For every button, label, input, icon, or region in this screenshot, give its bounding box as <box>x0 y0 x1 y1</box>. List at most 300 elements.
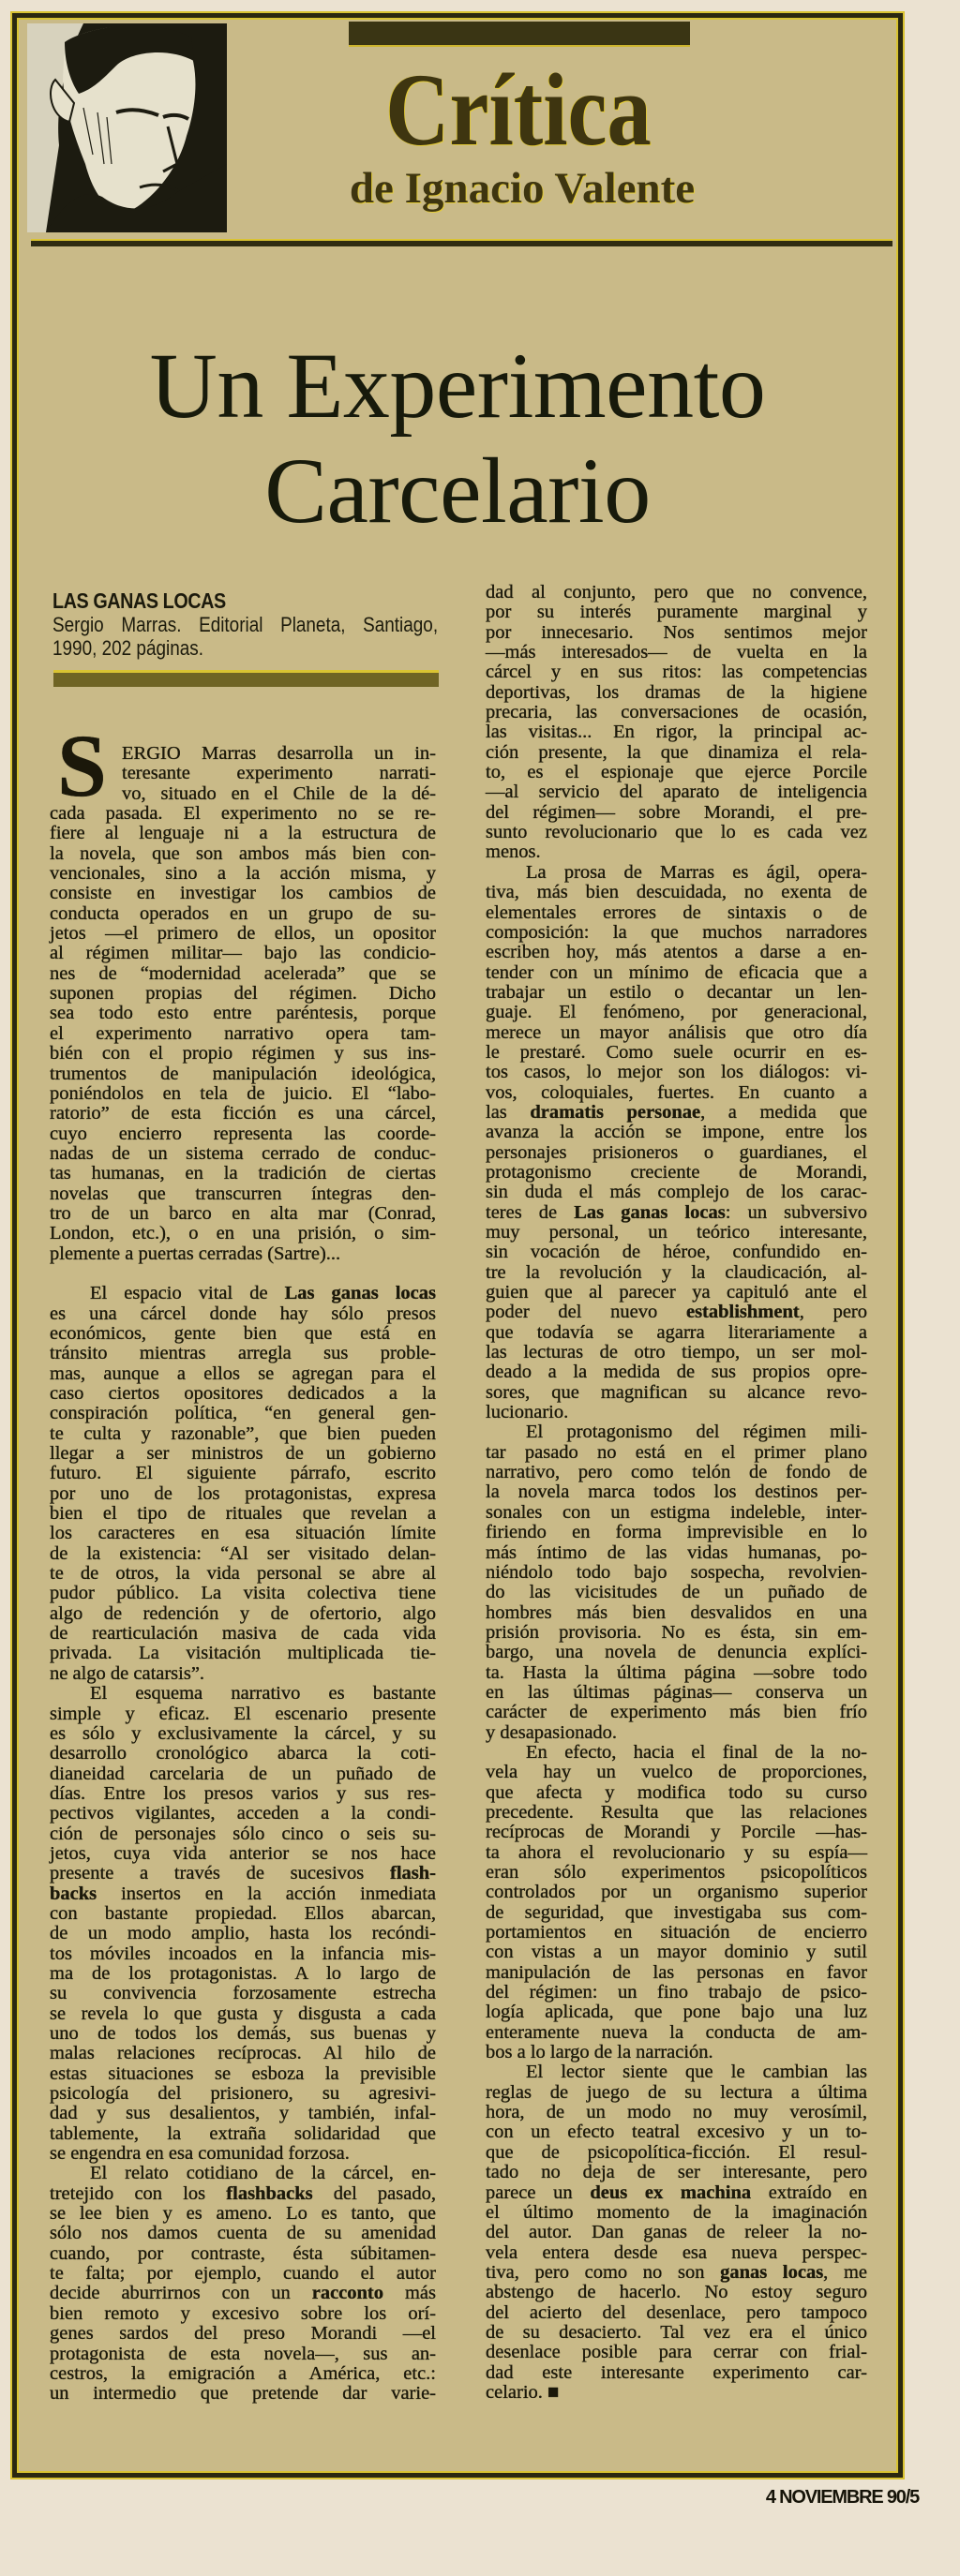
line-text: bien remoto y excesivo sobre los orí- <box>50 2302 436 2324</box>
text-line <box>486 1463 867 1482</box>
text-line <box>486 1083 867 1103</box>
line-text: tiva, más bien descuidada, no exenta de <box>486 882 867 903</box>
line-text: cada pasada. El experimento no se re- <box>50 803 436 825</box>
book-details-line: Sergio Marras. Editorial Planeta, Santiago, <box>52 613 439 636</box>
line-text: merece un mayor análisis que otro día <box>486 1021 867 1043</box>
text-line <box>486 1243 867 1262</box>
line-text: con vistas a un mayor dominio y sutil <box>486 1942 867 1963</box>
line-text: sólo nos damos cuenta de su amenidad <box>50 2223 436 2244</box>
article-paragraph <box>486 1422 867 1743</box>
line-text: el último momento de la imaginación <box>486 2201 867 2223</box>
line-text: enteramente nueva la conducta de am- <box>486 2021 867 2043</box>
book-details-line: 1990, 202 páginas. <box>52 636 203 660</box>
line-text: tre la revolución y la claudicación, al- <box>486 1261 867 1283</box>
text-line <box>50 2284 436 2303</box>
text-line <box>50 1864 436 1884</box>
line-text: , a medida que <box>700 1101 867 1123</box>
line-text: la novela, que son ambos más bien con- <box>50 842 436 864</box>
line-text: consiste en investigar los cambios de <box>50 883 436 904</box>
line-text: de un modo amplio, hasta los recóndi- <box>50 1923 436 1944</box>
article-paragraph <box>50 716 436 1264</box>
line-text: to, es el espionaje que ejerce Porcile <box>486 762 867 783</box>
line-text: tos móviles incoados en la infancia mis- <box>50 1943 436 1964</box>
text-line <box>486 1663 867 1683</box>
text-line <box>486 1603 867 1623</box>
line-text: guaje. El fenómeno, por generacional, <box>486 1002 867 1023</box>
emphasis-text: flashbacks <box>226 2182 313 2204</box>
line-text: nes de “modernidad acelerada” que se <box>50 962 436 984</box>
text-line <box>486 683 867 703</box>
text-line <box>50 1705 436 1724</box>
line-text: trumentos de manipulación ideológica, <box>50 1063 436 1084</box>
text-line <box>486 883 867 902</box>
line-text: se lee bien y es ameno. Lo es tanto, que <box>50 2203 436 2225</box>
line-text: : un subversivo <box>725 1201 867 1223</box>
text-line <box>486 1643 867 1662</box>
line-text: portamientos en situación de encierro <box>486 1922 867 1943</box>
text-line <box>486 1443 867 1463</box>
text-line <box>486 782 867 802</box>
line-text: cuyo encierro representa las coorde- <box>50 1123 436 1144</box>
text-line <box>50 864 436 884</box>
text-line <box>486 1043 867 1063</box>
line-text: El lector siente que le cambian las <box>526 2062 867 2083</box>
text-line <box>486 2062 867 2082</box>
line-text: insertos en la acción inmediata <box>97 1883 436 1904</box>
line-text: bargo, una novela de denuncia explíci- <box>486 1642 867 1663</box>
line-text: dad este interesante experimento car- <box>486 2361 867 2383</box>
line-text: logía aplicada, que pone bajo una luz <box>486 2002 867 2023</box>
text-line <box>50 2024 436 2044</box>
line-text: tar pasado no está en el primer plano <box>486 1441 867 1463</box>
line-text: los caracteres en esa situación límite <box>50 1523 436 1544</box>
article-column-left <box>50 716 436 2405</box>
text-line <box>486 1303 867 1322</box>
line-text: más íntimo de las vidas humanas, po- <box>486 1541 867 1563</box>
line-text: reglas de juego de su lectura a última <box>486 2081 867 2103</box>
text-line <box>486 1103 867 1123</box>
text-line <box>486 603 867 622</box>
text-line <box>486 1803 867 1823</box>
line-text: por su interés puramente marginal y <box>486 602 867 623</box>
line-text: trabajar un estilo o decantar un len- <box>486 981 867 1003</box>
text-line <box>50 1024 436 1044</box>
line-text: desarrollo cronológico abarca la coti- <box>50 1743 436 1764</box>
line-text: te culta y razonable”, que bien pueden <box>50 1422 436 1444</box>
line-text: ma de los protagonistas. A lo largo de <box>50 1962 436 1984</box>
emphasis-text: dramatis personae <box>530 1101 701 1123</box>
text-line <box>486 2103 867 2122</box>
line-text: su convivencia forzosamente estrecha <box>50 1983 436 2004</box>
text-line <box>486 1422 867 1442</box>
line-text: —al servicio del aparato de inteligencia <box>486 782 867 803</box>
line-text: conspiración política, “en general gen- <box>50 1403 436 1424</box>
line-text: precaria, las conversaciones de ocasión, <box>486 702 867 723</box>
line-text: bién con el propio régimen y sus ins- <box>50 1043 436 1065</box>
text-line <box>486 2343 867 2362</box>
line-text: tado no deja de ser interesante, pero <box>486 2162 867 2183</box>
line-text: de la existencia: “Al ser visitado delan- <box>50 1542 436 1564</box>
book-info <box>52 588 438 660</box>
text-line <box>486 1163 867 1183</box>
line-text: por innecesario. Nos sentimos mejor <box>486 621 867 643</box>
text-line <box>486 1923 867 1943</box>
line-text: presente a través de sucesivos <box>50 1863 391 1884</box>
text-line <box>486 1723 867 1743</box>
line-text: cestros, la emigración a América, etc.: <box>50 2362 436 2384</box>
line-text: bos a lo largo de la narración. <box>486 2042 713 2063</box>
line-text: El relato cotidiano de la cárcel, en- <box>90 2163 436 2184</box>
line-text: dad y sus desalientos, y también, infal- <box>50 2103 436 2124</box>
text-line <box>486 943 867 962</box>
line-text: sin duda el más complejo de los carac- <box>486 1182 867 1203</box>
text-line <box>486 1263 867 1283</box>
line-text: escriben hoy, más atentos a darse a en- <box>486 942 867 963</box>
text-line <box>50 2324 436 2344</box>
article-paragraph <box>486 2062 867 2403</box>
text-line <box>486 1703 867 1722</box>
line-text: del régimen: un fino trabajo de psico- <box>486 1982 867 2003</box>
line-text: prisión provisoria. No es ésta, sin em- <box>486 1621 867 1643</box>
emphasis-text: Las ganas locas <box>284 1283 436 1304</box>
text-line <box>486 583 867 603</box>
text-line <box>50 2064 436 2084</box>
line-text: jetos, cuya vida anterior se nos hace <box>50 1842 436 1864</box>
line-text: se revela lo que gusta y disgusta a cada <box>50 2003 436 2024</box>
text-line <box>486 2243 867 2263</box>
text-line <box>486 2363 867 2383</box>
text-line <box>50 924 436 944</box>
text-line <box>486 2143 867 2163</box>
line-text: El esquema narrativo es bastante <box>90 1683 436 1705</box>
text-line <box>50 1424 436 1444</box>
line-text: al régimen militar— bajo las condicio- <box>50 943 436 964</box>
line-text: las visitas... En rigor, la principal ac- <box>486 722 867 743</box>
line-text: novelas que transcurren íntegras den- <box>50 1183 436 1204</box>
text-line <box>486 1623 867 1643</box>
text-line <box>50 1904 436 1924</box>
text-line <box>486 703 867 722</box>
text-line <box>486 1863 867 1883</box>
line-text: recíprocas de Morandi y Porcile —has- <box>486 1822 867 1843</box>
emphasis-text: deus ex machina <box>590 2181 752 2203</box>
line-text: tas humanas, en la tradición de ciertas <box>50 1163 436 1184</box>
line-text: decide aburrirnos con un <box>50 2283 312 2304</box>
text-line <box>486 1283 867 1303</box>
line-text: más <box>383 2283 436 2304</box>
text-line <box>486 1403 867 1422</box>
line-text: manipulación de las personas en favor <box>486 1961 867 1983</box>
line-text: que afecta y modifica todo su curso <box>486 1781 867 1803</box>
line-text: narrativo, pero como telón de fondo de <box>486 1462 867 1483</box>
text-line <box>486 1143 867 1163</box>
line-text: sea todo esto entre paréntesis, porque <box>50 1003 436 1024</box>
text-line <box>50 1284 436 1303</box>
line-text: El espacio vital de <box>90 1283 285 1304</box>
text-line <box>486 2223 867 2242</box>
line-text: ción presente, la que dinamiza el rela- <box>486 741 867 763</box>
text-line <box>50 1464 436 1483</box>
text-line <box>50 1844 436 1864</box>
text-line <box>50 1944 436 1964</box>
text-line <box>486 1003 867 1022</box>
text-line <box>486 1203 867 1223</box>
line-text: menos. <box>486 841 541 863</box>
text-line <box>50 1224 436 1243</box>
headline-line-2: Carcelario <box>264 439 651 543</box>
text-line <box>50 1884 436 1904</box>
line-text: elementales errores de sintaxis o de <box>486 901 867 923</box>
line-text: tránsito mientras arregla sus proble- <box>50 1343 436 1364</box>
article-paragraph <box>50 1684 436 2164</box>
line-text: composición: la que muchos narradores <box>486 921 867 943</box>
line-text: La prosa de Marras es ágil, opera- <box>526 861 867 883</box>
text-line <box>50 1744 436 1764</box>
text-line <box>50 2144 436 2164</box>
headline-line-1: Un Experimento <box>149 334 766 438</box>
text-line <box>486 1903 867 1923</box>
text-line <box>50 1564 436 1584</box>
text-line <box>50 1804 436 1824</box>
line-text: uno de todos los demás, sus buenas y <box>50 2023 436 2044</box>
line-text: de seguridad, que investigaba sus com- <box>486 1901 867 1923</box>
text-line <box>50 1684 436 1704</box>
text-line <box>486 2323 867 2343</box>
text-line <box>50 1724 436 1744</box>
line-text: ta. Hasta la última página —sobre todo <box>486 1661 867 1683</box>
line-text: ción de personajes sólo cinco o seis su- <box>50 1823 436 1844</box>
text-line <box>50 764 436 783</box>
text-line <box>486 1543 867 1563</box>
line-text: protagonismo creciente de Morandi, <box>486 1161 867 1183</box>
line-text: días. Entre los presos varios y sus res- <box>50 1782 436 1804</box>
line-text: y desapasionado. <box>486 1721 618 1743</box>
line-text: conducta operados en un grupo de su- <box>50 902 436 924</box>
line-text: la novela marca todos los destinos per- <box>486 1482 867 1503</box>
text-line <box>50 964 436 984</box>
text-line <box>486 1503 867 1523</box>
line-text: sunto revolucionario que lo es cada vez <box>486 822 867 843</box>
line-text: muy personal, un teórico interesante, <box>486 1222 867 1243</box>
line-text: las <box>486 1101 531 1123</box>
text-line <box>50 1304 436 1324</box>
line-text: caso ciertos opositores dedicados a la <box>50 1383 436 1404</box>
text-line <box>50 1504 436 1524</box>
text-line <box>50 904 436 924</box>
line-text: del pasado, <box>312 2182 436 2204</box>
line-text: en las últimas páginas— conserva un <box>486 1681 867 1703</box>
line-text: le prestaré. Como suele ocurrir en es- <box>486 1041 867 1063</box>
emphasis-text: backs <box>50 1883 98 1904</box>
text-line <box>50 1584 436 1603</box>
line-text: vela hay un vuelco de proporciones, <box>486 1762 867 1783</box>
text-line <box>50 984 436 1004</box>
text-line <box>50 1524 436 1543</box>
line-text: psicología del prisionero, su agresivi- <box>50 2083 436 2105</box>
line-text: teresante experimento narrati- <box>122 763 436 784</box>
text-line <box>50 1764 436 1784</box>
line-text: fiere al lenguaje ni a la estructura de <box>50 823 436 844</box>
text-line <box>486 2303 867 2323</box>
text-line <box>50 844 436 864</box>
text-line <box>486 2163 867 2182</box>
author-byline: de Ignacio Valente <box>349 164 696 213</box>
text-line <box>486 623 867 643</box>
text-line <box>50 1004 436 1023</box>
line-text: suponen propias del régimen. Dicho <box>50 983 436 1005</box>
text-line <box>50 1084 436 1104</box>
text-line <box>486 863 867 883</box>
text-line <box>486 1983 867 2003</box>
text-line <box>50 884 436 903</box>
text-line <box>486 722 867 742</box>
line-text: parece un <box>486 2181 591 2203</box>
line-text: vo, situado en el Chile de la dé- <box>122 782 436 804</box>
text-line <box>50 1364 436 1384</box>
line-text: algo de redención y de ofertorio, algo <box>50 1602 436 1624</box>
emphasis-text: Las ganas locas <box>574 1201 726 1223</box>
text-line <box>50 1824 436 1844</box>
text-line <box>486 1123 867 1142</box>
text-line <box>486 1783 867 1803</box>
line-text: bien el tipo de rituales que revelan a <box>50 1503 436 1525</box>
text-line <box>486 1183 867 1202</box>
text-line <box>50 1124 436 1144</box>
line-text: —más interesados— de vuelta en la <box>486 642 867 663</box>
line-text: firiendo en forma imprevisible en lo <box>486 1522 867 1543</box>
line-text: extraído en <box>751 2181 868 2203</box>
line-text: cárcel y en sus ritos: las competencias <box>486 662 867 683</box>
line-text: el experimento narrativo opera tam- <box>50 1022 436 1044</box>
line-text: dad al conjunto, pero que no convence, <box>486 582 867 603</box>
text-line <box>50 2244 436 2264</box>
line-text: do las vicisitudes de un puñado de <box>486 1582 867 1603</box>
line-text: que todavía se agarra literariamente a <box>486 1321 867 1343</box>
text-line <box>50 2104 436 2123</box>
text-line <box>50 1204 436 1224</box>
text-line <box>50 1484 436 1504</box>
line-text: precedente. Resulta que las relaciones <box>486 1801 867 1823</box>
text-line <box>50 944 436 963</box>
line-text: pectivos vigilantes, acceden a la condi- <box>50 1803 436 1824</box>
text-line <box>486 1563 867 1583</box>
line-text: carácter de experimento más bien frío <box>486 1702 867 1723</box>
text-line <box>50 1624 436 1644</box>
line-text: hombres más bien desvalidos en una <box>486 1601 867 1623</box>
emphasis-text: ganas locas <box>720 2261 824 2283</box>
article-column-right <box>486 583 867 2403</box>
line-text: tender con un mínimo de eficacia que a <box>486 961 867 983</box>
line-text: niéndolo todo bajo sospecha, revolvien- <box>486 1561 867 1583</box>
text-line <box>50 804 436 824</box>
text-line <box>486 1523 867 1542</box>
article-paragraph <box>486 1743 867 2063</box>
text-line <box>486 2083 867 2103</box>
line-text: genes sardos del preso Morandi —el <box>50 2323 436 2345</box>
line-text: dianeidad carcelaria de un puñado de <box>50 1763 436 1784</box>
emphasis-text: flash- <box>390 1863 436 1884</box>
line-text: plemente a puertas cerradas (Sartre)... <box>50 1243 341 1264</box>
line-text: teres de <box>486 1201 575 1223</box>
line-text: avanza la acción se impone, entre los <box>486 1122 867 1143</box>
text-line <box>486 1323 867 1343</box>
text-line <box>50 2364 436 2384</box>
text-line <box>50 1964 436 1984</box>
line-text: London, etc.), o en una prisión, o sim- <box>50 1223 436 1244</box>
drop-cap: S <box>57 716 107 815</box>
text-line <box>50 2224 436 2243</box>
line-text: vos, coloquiales, fuertes. En cuanto a <box>486 1081 867 1103</box>
line-text: abstengo de hacerlo. No estoy seguro <box>486 2282 867 2303</box>
text-line <box>486 823 867 842</box>
author-portrait-illustration <box>27 23 227 232</box>
line-text: un intermedio que pretende dar varie- <box>50 2383 436 2405</box>
text-line <box>486 1023 867 1043</box>
line-text: que de psicopolítica-ficción. El resul- <box>486 2141 867 2163</box>
text-line <box>50 2044 436 2063</box>
text-line <box>486 1343 867 1362</box>
line-text: nadas de un sistema cerrado de conduc- <box>50 1142 436 1164</box>
article-paragraph <box>50 1284 436 1684</box>
text-line <box>50 2184 436 2204</box>
text-line <box>486 842 867 862</box>
line-text: por uno de los protagonistas, expresa <box>50 1482 436 1504</box>
line-text: deportivas, los dramas de la higiene <box>486 681 867 703</box>
emphasis-text: racconto <box>311 2283 383 2304</box>
line-text: simple y eficaz. El escenario presente <box>50 1703 436 1724</box>
text-line <box>50 1324 436 1344</box>
text-line <box>50 784 436 804</box>
text-line <box>50 2204 436 2224</box>
line-text: futuro. El siguiente párrafo, escrito <box>50 1463 436 1484</box>
line-text: tos casos, lo mejor son los diálogos: vi- <box>486 1062 867 1083</box>
line-text: mas, aunque a ellos se agregan para el <box>50 1362 436 1384</box>
line-text: del régimen— sobre Morandi, el pre- <box>486 801 867 823</box>
text-line <box>486 1583 867 1602</box>
line-text: pudor público. La visita colectiva tiene <box>50 1583 436 1604</box>
text-line <box>50 2264 436 2284</box>
issue-date-page: 4 NOVIEMBRE 90/5 <box>765 2487 919 2508</box>
text-line <box>486 1482 867 1502</box>
line-text: ERGIO Marras desarrolla un in- <box>122 743 436 764</box>
line-text: se engendra en esa comunidad forzosa. <box>50 2143 350 2165</box>
line-text: con un efecto teatral excesivo y un to- <box>486 2122 867 2143</box>
line-text: deado a la medida de sus propios opre- <box>486 1362 867 1383</box>
line-text: eran sólo experimentos psicopolíticos <box>486 1862 867 1883</box>
text-line <box>50 1984 436 2003</box>
text-line <box>50 2345 436 2364</box>
text-line <box>50 1604 436 1624</box>
text-line <box>486 663 867 682</box>
text-line <box>486 1383 867 1403</box>
text-line <box>486 1763 867 1782</box>
text-line <box>486 763 867 782</box>
text-line <box>50 2304 436 2324</box>
text-line <box>486 1943 867 1962</box>
text-line <box>486 803 867 823</box>
line-text: con bastante propiedad. Ellos abarcan, <box>50 1902 436 1924</box>
line-text: El protagonismo del régimen mili- <box>526 1422 867 1443</box>
text-line <box>50 1044 436 1064</box>
line-text: las lecturas de otro tiempo, un ser mol- <box>486 1342 867 1363</box>
text-line <box>486 2003 867 2022</box>
text-line <box>486 1843 867 1863</box>
article-paragraph <box>486 583 867 863</box>
line-text: sores, que magnifican su alcance revo- <box>486 1381 867 1403</box>
line-text: del acierto del desenlace, pero tampoco <box>486 2301 867 2323</box>
line-text: jetos —el primero de ellos, un opositor <box>50 923 436 945</box>
text-line <box>50 2164 436 2183</box>
